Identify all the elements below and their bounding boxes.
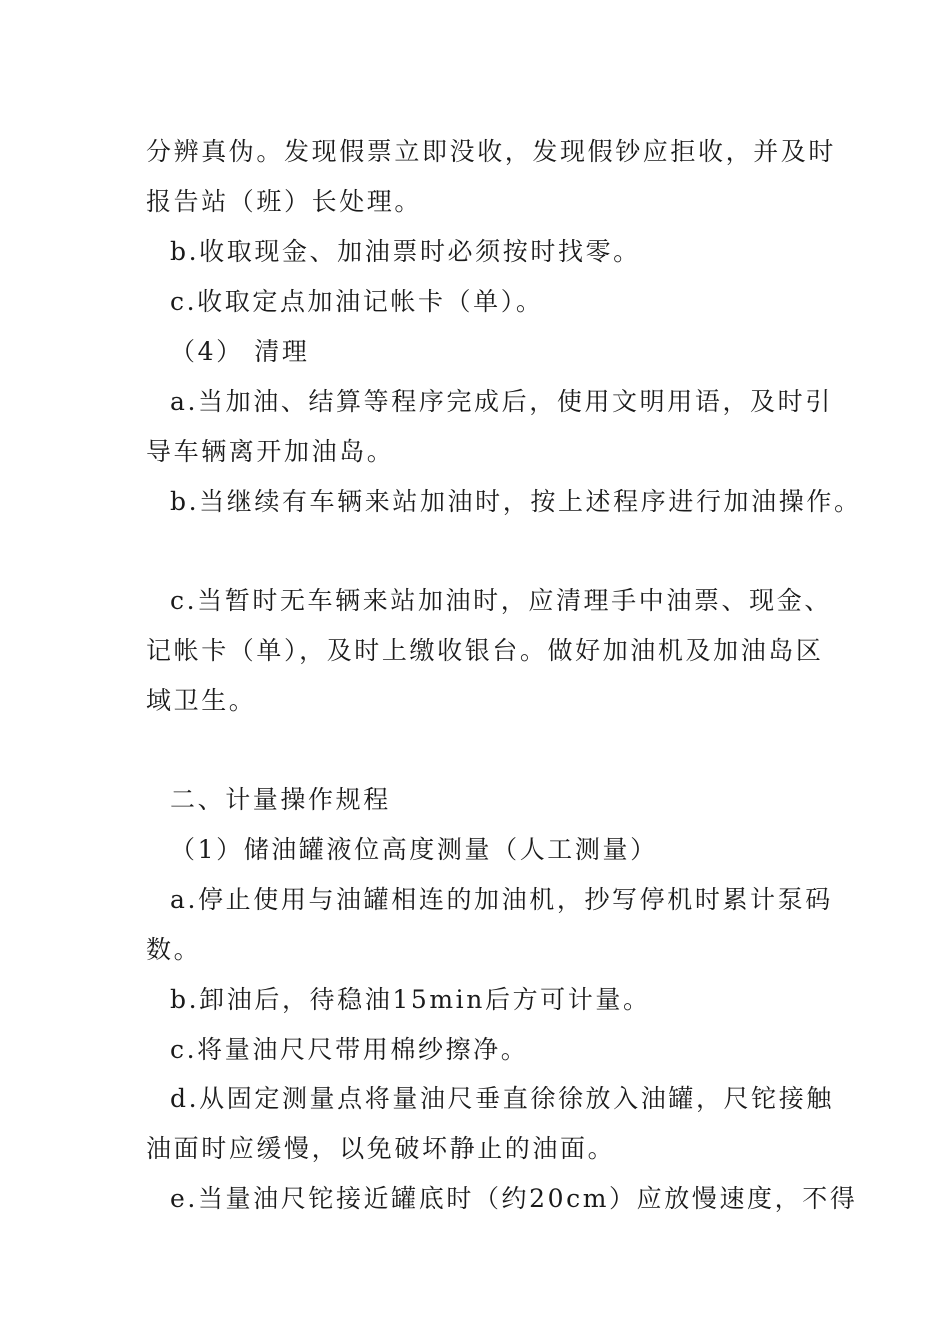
section-heading-cleanup: （4） 清理 [170,337,310,366]
text-line-6: a.当加油、结算等程序完成后，使用文明用语，及时引 [170,387,833,416]
text-line-16: b.卸油后，待稳油15min后方可计量。 [170,985,651,1014]
text-line-1: 分辨真伪。发现假票立即没收，发现假钞应拒收，并及时 [146,137,837,166]
text-line-17: c.将量油尺尺带用棉纱擦净。 [170,1035,529,1064]
text-line-15: 数。 [146,935,202,964]
text-line-4: c.收取定点加油记帐卡（单）。 [170,287,544,316]
text-line-3: b.收取现金、加油票时必须按时找零。 [170,237,641,266]
text-line-2: 报告站（班）长处理。 [146,187,423,216]
text-line-20: e.当量油尺铊接近罐底时（约20cm）应放慢速度，不得 [170,1184,858,1213]
text-line-7: 导车辆离开加油岛。 [146,437,395,466]
subsection-heading-tank-level: （1）储油罐液位高度测量（人工测量） [170,835,658,864]
text-line-19: 油面时应缓慢，以免破坏静止的油面。 [146,1134,616,1163]
text-line-14: a.停止使用与油罐相连的加油机，抄写停机时累计泵码 [170,885,833,914]
text-line-11: 域卫生。 [146,686,257,715]
section-heading-metering: 二、计量操作规程 [170,785,391,814]
text-line-8: b.当继续有车辆来站加油时，按上述程序进行加油操作。 [170,487,862,516]
text-line-18: d.从固定测量点将量油尺垂直徐徐放入油罐，尺铊接触 [170,1084,834,1113]
text-line-9: c.当暂时无车辆来站加油时，应清理手中油票、现金、 [170,586,832,615]
text-line-10: 记帐卡（单），及时上缴收银台。做好加油机及加油岛区 [146,636,824,665]
